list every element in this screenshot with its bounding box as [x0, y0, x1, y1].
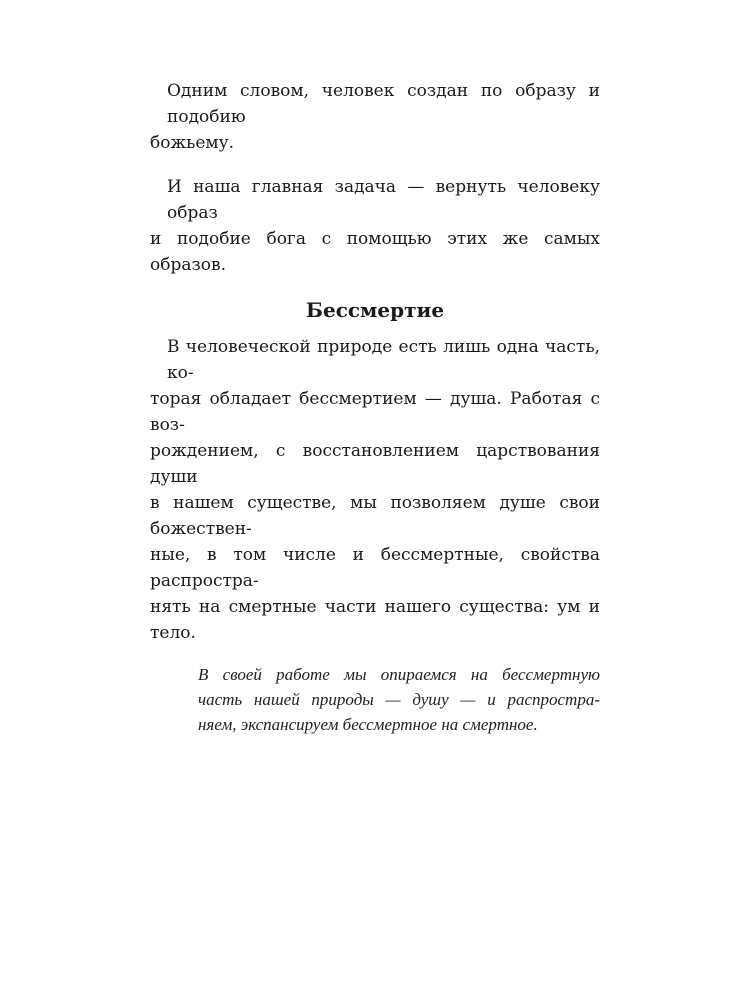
paragraph-2 — [150, 174, 600, 278]
section-heading: Бессмертие — [305, 298, 445, 322]
italic-quote — [198, 662, 600, 737]
paragraph-line: нять на смертные части нашего существа: ум и тело. — [150, 597, 600, 643]
quote-line: часть нашей природы — душу — и распростра- — [198, 690, 600, 709]
paragraph-gap — [150, 156, 600, 174]
quote-line: В своей работе мы опираемся на бессмертную — [198, 665, 600, 684]
paragraph-1 — [150, 78, 600, 156]
paragraph-line: В человеческой природе есть лишь одна часть, ко- — [167, 337, 600, 383]
quote-line: няем, экспансируем бессмертное на смертное. — [198, 715, 538, 734]
text-block — [150, 78, 600, 737]
paragraph-line: и подобие бога с помощью этих же самых образов. — [150, 229, 600, 275]
paragraph-line: И наша главная задача — вернуть человеку образ — [167, 177, 600, 223]
paragraph-line: ные, в том числе и бессмертные, свойства распростра- — [150, 545, 600, 591]
paragraph-line: божьему. — [150, 133, 235, 153]
paragraph-line: Одним словом, человек создан по образу и подобию — [167, 81, 600, 127]
paragraph-line: рождением, с восстановлением царствования души — [150, 441, 600, 487]
paragraph-line: в нашем существе, мы позволяем душе свои божествен- — [150, 493, 600, 539]
paragraph-line: торая обладает бессмертием — душа. Работая с воз- — [150, 389, 600, 435]
paragraph-3 — [150, 334, 600, 646]
